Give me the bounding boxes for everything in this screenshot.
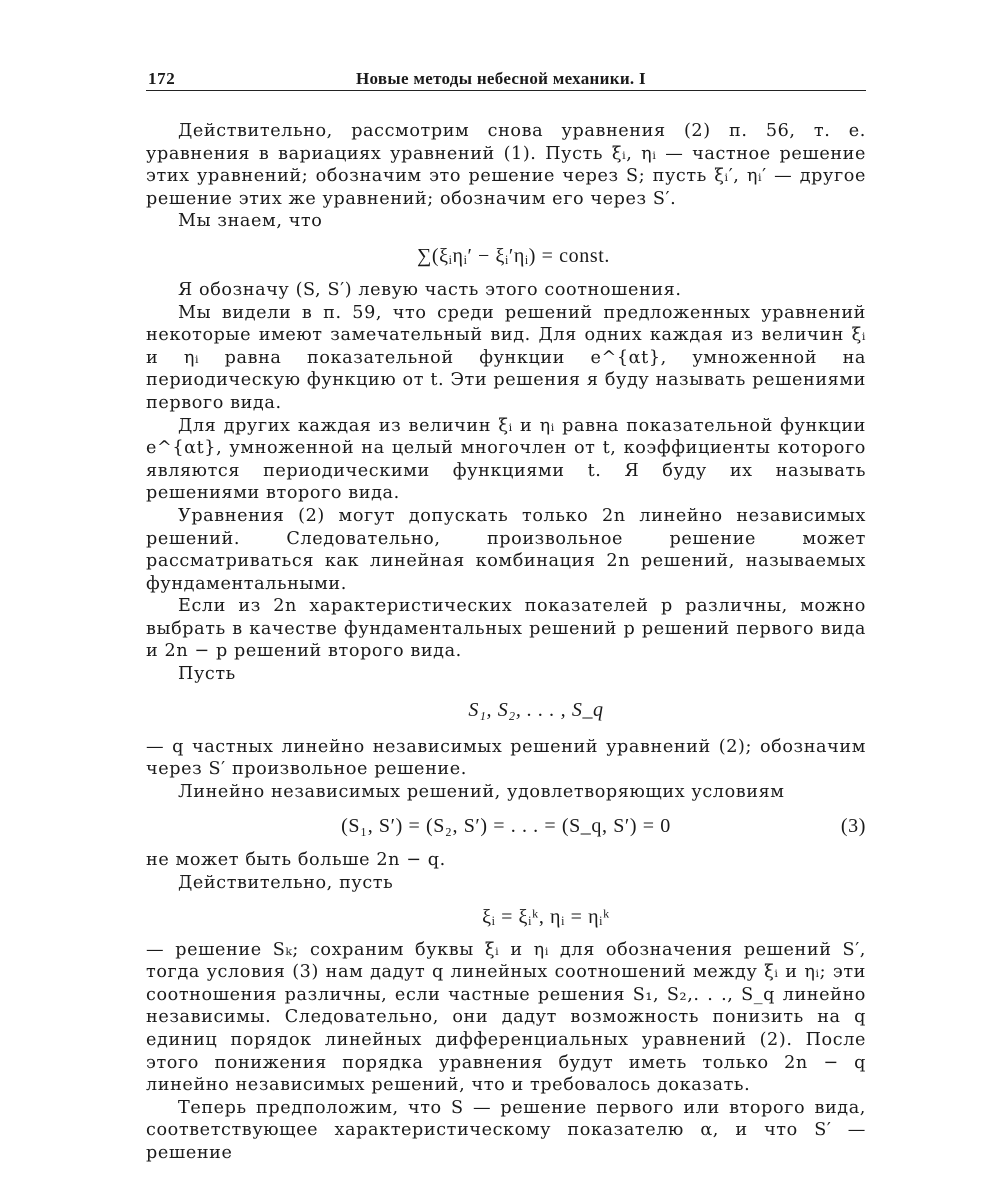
paragraph: Уравнения (2) могут допускать только 2n линейно независимых решений. Следовательно, произвольное решение может рассматриваться как линейная комбинация 2n решений, называемых фундаментальными. xyxy=(146,505,866,594)
paragraph: Действительно, рассмотрим снова уравнения (2) п. 56, т. е. уравнения в вариациях уравнений (1). Пусть ξᵢ, ηᵢ — частное решение этих уравнений; обозначим это решение через S; пусть ξᵢ′, ηᵢ′ — другое решение этих же уравнений; обозначим его через S′. xyxy=(146,121,866,209)
paragraph: Пусть xyxy=(178,664,236,685)
paragraph: Для других каждая из величин ξᵢ и ηᵢ равна показательной функции e^{αt}, умноженной на целый многочлен от t, коэффициенты которого являются периодическими функциями t. Я буду их называть решениями второго вида. xyxy=(146,415,866,504)
formula-text: (S₁, S′) = (S₂, S′) = . . . = (S_q, S′) = 0 xyxy=(341,815,671,838)
equation-number: (3) xyxy=(840,815,866,838)
formula-solutions-list xyxy=(146,686,866,736)
formula-text: ξᵢ = ξᵢᵏ, ηᵢ = ηᵢᵏ xyxy=(482,905,610,928)
formula-text: ∑(ξᵢηᵢ′ − ξᵢ′ηᵢ) = const. xyxy=(417,244,610,267)
formula-conservation xyxy=(146,233,866,279)
paragraph: не может быть больше 2n − q. xyxy=(146,850,446,871)
page-number: 172 xyxy=(148,69,176,88)
paragraph: Если из 2n характеристических показателей p различны, можно выбрать в качестве фундаментальных решений p решений первого вида и 2n − p решений второго вида. xyxy=(146,596,866,662)
formula-text: S₁, S₂, . . . , S_q xyxy=(468,698,604,721)
paragraph: Я обозначу (S, S′) левую часть этого соотношения. xyxy=(178,279,682,300)
running-head xyxy=(146,66,866,91)
paragraph: — решение Sₖ; сохраним буквы ξᵢ и ηᵢ для обозначения решений S′, тогда условия (3) нам дадут q линейных соотношений между ξᵢ и ηᵢ; эти соотношения различны, если частные решения S₁, S₂,. . ., S_q линейно независимы. Следовательно, они дадут возможность понизить на q единиц порядок линейных дифференциальных уравнений (2). После этого понижения порядка уравнения будут иметь только 2n − q линейно независимых решений, что и требовалось доказать. xyxy=(146,939,866,1096)
paragraph: Линейно независимых решений, удовлетворяющих условиям xyxy=(178,781,785,802)
paragraph: Действительно, пусть xyxy=(178,873,394,894)
paragraph: Мы знаем, что xyxy=(178,211,323,232)
running-title: Новые методы небесной механики. I xyxy=(356,69,646,88)
paragraph: Теперь предположим, что S — решение первого или второго вида, соответствующее характеристическому показателю α, и что S′ — решение xyxy=(146,1097,866,1163)
book-page xyxy=(146,66,866,1165)
formula-substitution xyxy=(146,895,866,939)
formula-conditions xyxy=(146,803,866,849)
page-body xyxy=(146,120,866,1165)
paragraph: — q частных линейно независимых решений уравнений (2); обозначим через S′ произвольное решение. xyxy=(146,736,866,780)
paragraph: Мы видели в п. 59, что среди решений предложенных уравнений некоторые имеют замечательный вид. Для одних каждая из величин ξᵢ и ηᵢ равна показательной функции e^{αt}, умноженной на периодическую функцию от t. Эти решения я буду называть решениями первого вида. xyxy=(146,302,866,413)
